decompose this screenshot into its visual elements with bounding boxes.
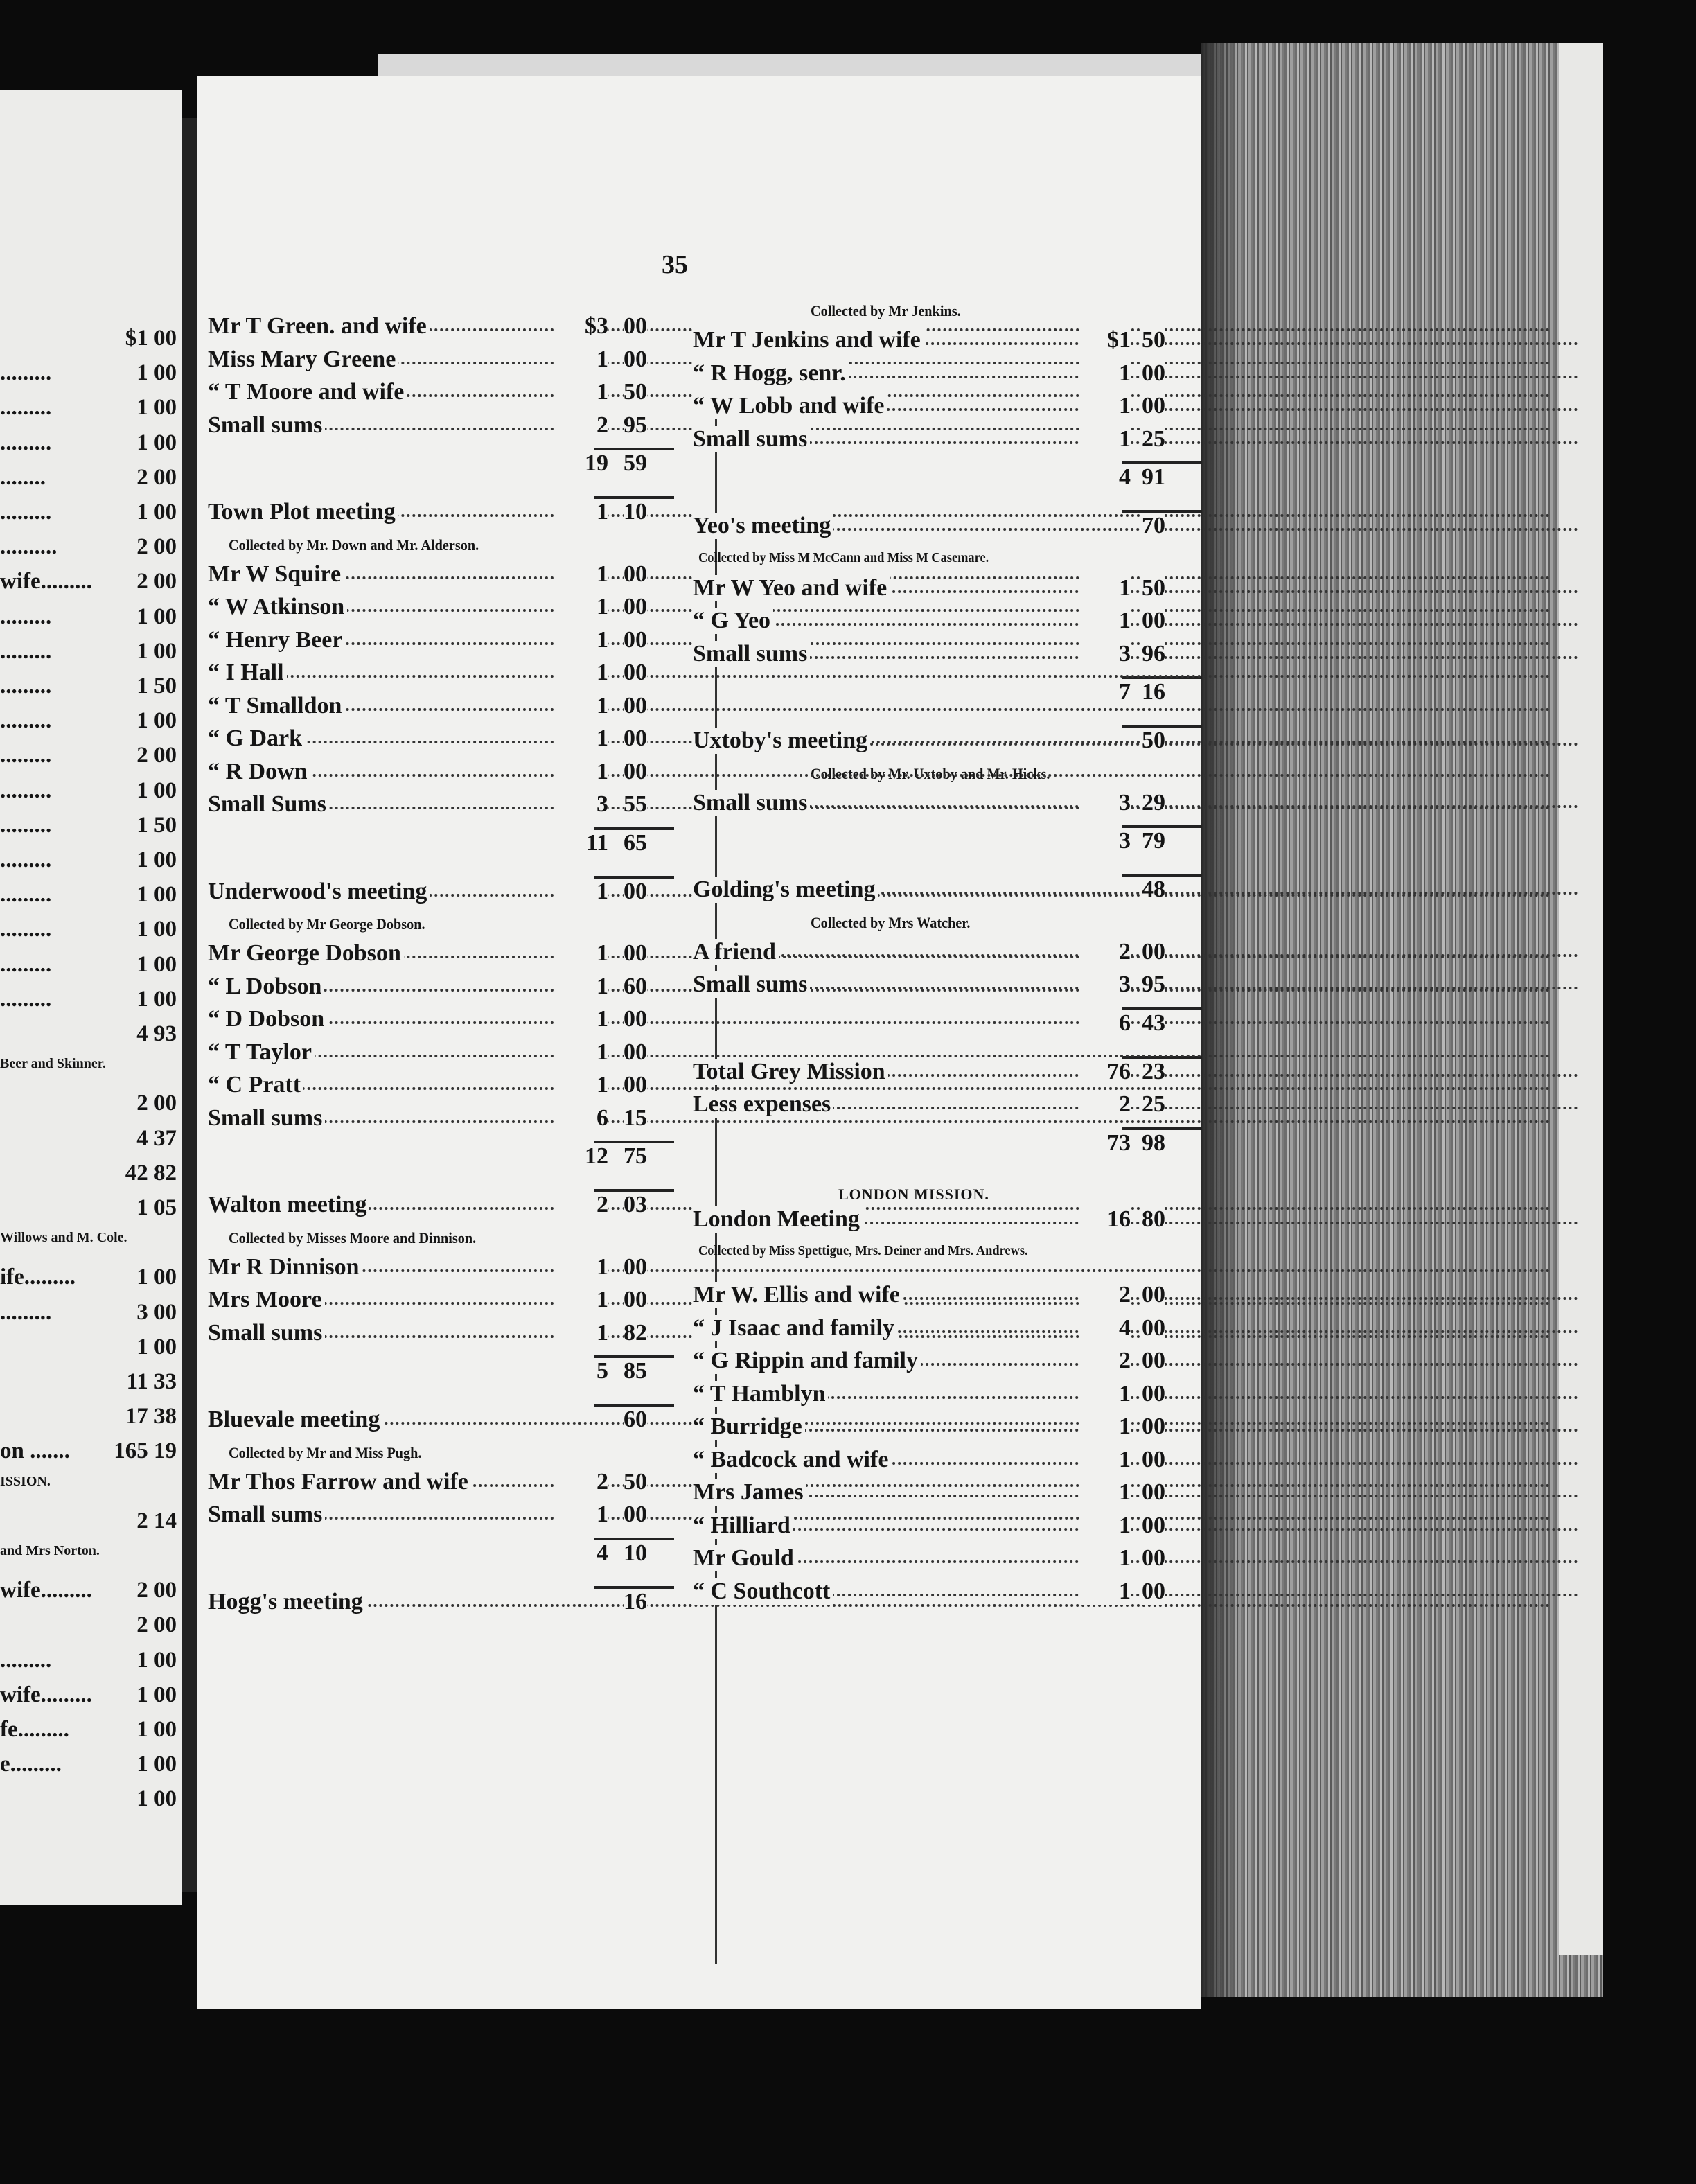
amount-cents: 65 <box>624 829 647 856</box>
left-page-amount: $1 00 <box>125 326 177 351</box>
entry-name: London Meeting <box>693 1206 863 1233</box>
dot-leader <box>208 642 1551 645</box>
amount-cents: 15 <box>624 1104 647 1131</box>
entry-name: Mr R Dinnison <box>208 1254 362 1280</box>
amount-cents: 96 <box>1142 640 1165 667</box>
amount-cents: 00 <box>1142 1282 1165 1307</box>
amount-cents: 80 <box>1142 1206 1165 1232</box>
entry-name: “ I Hall <box>208 660 287 686</box>
entry-name: Mr W. Ellis and wife <box>693 1282 903 1308</box>
left-page-desc: wife......... <box>0 569 92 595</box>
left-page-amount: 4 93 <box>136 1021 177 1046</box>
left-page-row <box>0 1786 177 1817</box>
entry-name: Small sums <box>208 1105 325 1131</box>
entry-name: Underwood's meeting <box>208 879 430 905</box>
left-page-amount: 2 00 <box>136 569 177 595</box>
dot-leader <box>208 774 1551 777</box>
amount-dollars: 2 <box>1081 939 1131 965</box>
amount-cents: 00 <box>1142 938 1165 965</box>
amount-dollars: 1 <box>554 1287 608 1313</box>
ledger-entry <box>0 1254 1696 1285</box>
subtotal-row <box>0 1130 1696 1161</box>
left-page-desc: e......... <box>0 1752 62 1777</box>
left-page-amount: 1 00 <box>136 604 177 629</box>
left-page-desc: ......... <box>0 812 52 838</box>
left-page-amount: 1 00 <box>136 708 177 734</box>
amount-cents: 60 <box>624 973 647 999</box>
entry-name: “ T Taylor <box>208 1039 315 1066</box>
amount-dollars: 76 <box>1081 1059 1131 1085</box>
left-page-desc: ......... <box>0 638 52 664</box>
left-page-desc: wife......... <box>0 1578 92 1603</box>
left-page-desc: on ....... <box>0 1438 70 1464</box>
amount-dollars: $3 <box>554 313 608 340</box>
left-page-amount: 1 00 <box>136 500 177 525</box>
left-page-amount: 1 00 <box>136 917 177 942</box>
section-heading: LONDON MISSION. <box>838 1185 989 1203</box>
left-page-desc: Willows and M. Cole. <box>0 1230 127 1246</box>
left-page-amount: 2 00 <box>136 743 177 768</box>
amount-cents: 82 <box>624 1319 647 1346</box>
left-page-desc: ife......... <box>0 1265 76 1290</box>
dot-leader <box>208 1120 1551 1123</box>
amount-cents: 85 <box>624 1358 647 1384</box>
amount-cents: 00 <box>1142 1512 1165 1538</box>
left-page-amount: 17 38 <box>125 1404 177 1429</box>
amount-dollars: 1 <box>554 693 608 719</box>
entry-name: Mr T Jenkins and wife <box>693 327 924 353</box>
amount-dollars: 3 <box>554 791 608 818</box>
left-page-amount: 1 00 <box>136 1647 177 1673</box>
left-page-desc: ......... <box>0 395 52 421</box>
amount-dollars: 1 <box>554 879 608 905</box>
left-page-desc: fe......... <box>0 1717 69 1742</box>
left-page-row <box>0 1752 177 1782</box>
amount-dollars: 1 <box>1081 1578 1131 1605</box>
left-page-amount: 1 00 <box>136 1717 177 1742</box>
amount-dollars: 2 <box>554 1192 608 1218</box>
left-page-amount: 11 33 <box>126 1369 177 1394</box>
amount-cents: 50 <box>624 1468 647 1495</box>
entry-name: “ G Dark <box>208 725 305 752</box>
left-page-amount: 1 00 <box>136 638 177 664</box>
amount-dollars: 1 <box>1081 1414 1131 1440</box>
amount-dollars: 6 <box>1081 1010 1131 1037</box>
dot-leader <box>208 428 1551 430</box>
amount-cents: 00 <box>1142 1446 1165 1472</box>
dot-leader <box>208 675 1551 678</box>
entry-name: Mr W Yeo and wife <box>693 575 890 601</box>
collector-note: Collected by Misses Moore and Dinnison. <box>229 1228 477 1247</box>
entry-name: Total Grey Mission <box>693 1059 888 1085</box>
amount-cents: 98 <box>1142 1129 1165 1156</box>
dot-leader <box>208 1517 1551 1520</box>
amount-dollars: 5 <box>554 1358 608 1384</box>
collector-note: Collected by Mrs Watcher. <box>811 913 971 931</box>
amount-dollars: 1 <box>554 379 608 405</box>
amount-cents: 00 <box>624 1072 647 1098</box>
entry-name: “ Henry Beer <box>208 627 346 653</box>
amount-dollars: 4 <box>554 1540 608 1567</box>
left-page-amount: 1 05 <box>136 1195 177 1220</box>
left-page-desc: ......... <box>0 882 52 908</box>
entry-name: Yeo's meeting <box>693 513 833 539</box>
left-page-amount: 1 00 <box>136 951 177 977</box>
entry-name: “ D Dobson <box>208 1006 327 1032</box>
collector-note: Collected by Mr and Miss Pugh. <box>229 1443 422 1461</box>
entry-name: “ J Isaac and family <box>693 1315 897 1341</box>
entry-name: Walton meeting <box>208 1192 369 1218</box>
dot-leader <box>693 1560 1578 1563</box>
amount-dollars: 73 <box>1081 1130 1131 1156</box>
amount-cents: 50 <box>624 379 647 405</box>
dot-leader <box>208 1422 1551 1425</box>
amount-cents: 00 <box>624 1502 647 1527</box>
entry-name: Small sums <box>693 971 810 998</box>
left-page-amount: 1 00 <box>136 1752 177 1777</box>
amount-dollars: 12 <box>554 1143 608 1170</box>
left-page-desc: ......... <box>0 917 52 942</box>
entry-name: Town Plot meeting <box>208 499 398 525</box>
subtotal-row <box>0 464 1696 495</box>
dot-leader <box>208 708 1551 711</box>
amount-dollars: 1 <box>554 594 608 620</box>
collector-note: Collected by Miss Spettigue, Mrs. Deiner and Mrs. Andrews. <box>698 1243 1028 1258</box>
amount-cents: 91 <box>1142 464 1165 490</box>
entry-name: Uxtoby's meeting <box>693 728 870 754</box>
amount-dollars: 1 <box>554 1006 608 1032</box>
amount-cents: 25 <box>1142 425 1165 452</box>
amount-cents: 95 <box>1142 971 1165 997</box>
amount-dollars: 1 <box>554 974 608 1000</box>
amount-cents: 00 <box>624 758 647 784</box>
amount-cents: 03 <box>624 1192 647 1217</box>
amount-dollars: 1 <box>554 1502 608 1528</box>
amount-cents: 00 <box>624 626 647 653</box>
left-page-desc: Beer and Skinner. <box>0 1056 106 1072</box>
amount-dollars: 2 <box>1081 1282 1131 1308</box>
collector-note: Collected by Mr. Down and Mr. Alderson. <box>229 536 479 554</box>
entry-name: Small sums <box>693 641 810 667</box>
entry-name: “ G Rippin and family <box>693 1348 921 1374</box>
left-page-amount: 1 00 <box>136 395 177 421</box>
amount-dollars: 1 <box>1081 575 1131 601</box>
collector-note: Collected by Mr. Uxtoby and Mr. Hicks. <box>811 764 1050 782</box>
left-page-row <box>0 1717 177 1747</box>
amount-cents: 00 <box>624 561 647 587</box>
amount-dollars: 1 <box>554 660 608 686</box>
amount-cents: 00 <box>1142 1348 1165 1373</box>
amount-dollars: 1 <box>1081 608 1131 634</box>
amount-cents: 00 <box>1142 608 1165 633</box>
amount-cents: 00 <box>624 1287 647 1312</box>
left-page-desc: wife......... <box>0 1682 92 1707</box>
dot-leader <box>693 954 1578 957</box>
left-page-desc: ......... <box>0 951 52 977</box>
amount-dollars: 3 <box>1081 790 1131 816</box>
entry-name: Mr W Squire <box>208 561 344 588</box>
left-page-amount: 2 00 <box>136 464 177 490</box>
left-page-amount: 1 00 <box>136 1682 177 1707</box>
ledger-entry <box>0 1545 1696 1576</box>
amount-dollars: 1 <box>1081 1479 1131 1506</box>
dot-leader <box>208 1604 1551 1607</box>
amount-cents: 00 <box>624 313 647 339</box>
entry-name: “ W Atkinson <box>208 594 347 620</box>
left-page-amount: 1 00 <box>136 1786 177 1812</box>
dot-leader <box>208 514 1551 517</box>
amount-cents: 10 <box>624 499 647 525</box>
left-page-amount: 1 00 <box>136 777 177 803</box>
left-page-row <box>0 1648 177 1678</box>
entry-name: Mr T Green. and wife <box>208 313 430 340</box>
amount-dollars: 1 <box>554 561 608 588</box>
entry-name: Less expenses <box>693 1091 833 1118</box>
entry-name: Miss Mary Greene <box>208 346 398 373</box>
left-page-desc: ISSION. <box>0 1473 51 1489</box>
entry-name: Golding's meeting <box>693 877 878 903</box>
left-page-desc: ......... <box>0 673 52 698</box>
left-page-amount: 1 00 <box>136 430 177 455</box>
left-page-desc: .......... <box>0 534 58 560</box>
amount-dollars: 2 <box>1081 1091 1131 1118</box>
amount-dollars: 3 <box>1081 828 1131 854</box>
left-page-amount: 2 00 <box>136 1578 177 1603</box>
left-page-amount: 2 00 <box>136 534 177 560</box>
entry-name: Small sums <box>208 412 325 439</box>
left-page-desc: ......... <box>0 604 52 629</box>
left-page-desc: ......... <box>0 847 52 872</box>
entry-name: “ Hilliard <box>693 1513 793 1539</box>
left-page-amount: 1 50 <box>136 812 177 838</box>
subtotal-row <box>0 828 1696 858</box>
left-page-desc: ......... <box>0 1647 52 1673</box>
left-page-desc: and Mrs Norton. <box>0 1543 100 1558</box>
dot-leader <box>693 441 1578 444</box>
amount-cents: 60 <box>624 1407 647 1432</box>
amount-cents: 00 <box>624 1039 647 1065</box>
amount-cents: 25 <box>1142 1091 1165 1117</box>
amount-cents: 16 <box>624 1588 647 1614</box>
left-page-desc: ......... <box>0 500 52 525</box>
amount-dollars: 1 <box>1081 1381 1131 1407</box>
amount-cents: 55 <box>624 791 647 817</box>
amount-dollars: 1 <box>1081 1513 1131 1539</box>
amount-dollars: 11 <box>554 830 608 856</box>
left-page-amount: 1 50 <box>136 673 177 698</box>
amount-cents: 10 <box>624 1540 647 1566</box>
amount-dollars: 3 <box>1081 971 1131 998</box>
dot-leader <box>693 1528 1578 1531</box>
amount-cents: 23 <box>1142 1058 1165 1084</box>
left-page-amount: 165 19 <box>114 1438 177 1464</box>
entry-name: Mrs James <box>693 1479 806 1506</box>
dot-leader <box>208 1021 1551 1024</box>
amount-dollars: 1 <box>554 759 608 785</box>
amount-cents: 00 <box>624 660 647 685</box>
amount-cents: 95 <box>624 412 647 438</box>
dot-leader <box>693 987 1578 989</box>
left-page-amount: 1 00 <box>136 360 177 386</box>
amount-dollars: 1 <box>554 1072 608 1098</box>
entry-name: A friend <box>693 939 779 965</box>
collector-note: Collected by Mr George Dobson. <box>229 915 425 933</box>
amount-cents: 00 <box>624 725 647 751</box>
left-page-row <box>0 1682 177 1713</box>
amount-cents: 00 <box>1142 393 1165 419</box>
amount-cents: 00 <box>624 878 647 904</box>
amount-cents: 00 <box>624 1253 647 1280</box>
left-page-amount: 3 00 <box>136 1299 177 1325</box>
amount-dollars: 2 <box>554 1469 608 1495</box>
amount-cents: 00 <box>1142 1578 1165 1604</box>
left-page-amount: 1 00 <box>136 986 177 1012</box>
entry-name: “ T Moore and wife <box>208 379 407 405</box>
collector-note: Collected by Mr Jenkins. <box>811 302 961 319</box>
amount-dollars: 1 <box>1081 393 1131 419</box>
amount-cents: 00 <box>624 346 647 372</box>
left-page-desc: ......... <box>0 777 52 803</box>
entry-name: Small sums <box>208 1502 325 1528</box>
amount-cents: 43 <box>1142 1010 1165 1036</box>
left-page-amount: 4 37 <box>136 1125 177 1151</box>
ledger-entry <box>0 1348 1696 1378</box>
dot-leader <box>208 362 1551 364</box>
amount-dollars: 1 <box>1081 1447 1131 1473</box>
entry-name: Mr Gould <box>693 1545 797 1571</box>
amount-dollars: 1 <box>554 1320 608 1346</box>
amount-dollars: 2 <box>554 412 608 439</box>
left-page-amount: 1 00 <box>136 1334 177 1359</box>
amount-dollars: 7 <box>1081 679 1131 705</box>
entry-name: “ G Yeo <box>693 608 773 634</box>
left-page-desc: ........ <box>0 464 46 490</box>
entry-name: “ L Dobson <box>208 974 324 1000</box>
amount-cents: 48 <box>1142 877 1165 902</box>
dot-leader <box>693 805 1578 808</box>
amount-dollars: 1 <box>554 499 608 525</box>
entry-name: “ Badcock and wife <box>693 1447 891 1473</box>
amount-cents: 00 <box>624 1006 647 1032</box>
amount-cents: 59 <box>624 450 647 476</box>
amount-cents: 00 <box>1142 1479 1165 1505</box>
amount-dollars: 1 <box>554 1254 608 1280</box>
entry-name: “ C Pratt <box>208 1072 303 1098</box>
amount-dollars: 3 <box>1081 641 1131 667</box>
amount-dollars: 1 <box>554 940 608 967</box>
left-page-amount: 42 82 <box>125 1160 177 1186</box>
left-page-desc: ......... <box>0 360 52 386</box>
amount-dollars: 1 <box>554 346 608 373</box>
amount-cents: 00 <box>624 692 647 719</box>
dot-leader <box>208 1269 1551 1272</box>
entry-name: Small Sums <box>208 791 329 818</box>
dot-leader <box>208 1087 1551 1090</box>
entry-name: Mr Thos Farrow and wife <box>208 1469 471 1495</box>
amount-dollars: 1 <box>554 627 608 653</box>
entry-name: “ R Down <box>208 759 310 785</box>
entry-name: Small sums <box>693 426 810 452</box>
amount-cents: 79 <box>1142 828 1165 854</box>
amount-cents: 00 <box>1142 1380 1165 1407</box>
entry-name: “ T Smalldon <box>208 693 344 719</box>
amount-dollars: 4 <box>1081 464 1131 491</box>
entry-name: Bluevale meeting <box>208 1407 382 1433</box>
left-page-desc: ......... <box>0 708 52 734</box>
dot-leader <box>693 656 1578 659</box>
amount-cents: 50 <box>1142 327 1165 353</box>
amount-cents: 00 <box>624 940 647 966</box>
amount-dollars: 2 <box>1081 1348 1131 1374</box>
entry-name: Mrs Moore <box>208 1287 325 1313</box>
amount-dollars: 1 <box>554 725 608 752</box>
left-page-amount: 1 00 <box>136 882 177 908</box>
dot-leader <box>208 1207 1551 1210</box>
amount-cents: 00 <box>1142 1414 1165 1439</box>
entry-name: “ Burridge <box>693 1414 805 1440</box>
amount-cents: 29 <box>1142 789 1165 816</box>
amount-cents: 50 <box>1142 574 1165 601</box>
amount-cents: 00 <box>1142 1545 1165 1571</box>
left-page-amount: 2 14 <box>136 1508 177 1533</box>
entry-name: “ C Southcott <box>693 1578 833 1605</box>
dot-leader <box>693 1429 1578 1432</box>
entry-name: “ T Hamblyn <box>693 1381 828 1407</box>
page-number: 35 <box>662 250 688 279</box>
left-page-amount: 2 00 <box>136 1612 177 1638</box>
left-page-desc: ......... <box>0 1299 52 1325</box>
amount-cents: 50 <box>1142 728 1165 753</box>
entry-name: “ W Lobb and wife <box>693 393 887 419</box>
dot-leader <box>208 609 1551 612</box>
collector-note: Collected by Miss M McCann and Miss M Casemare. <box>698 549 989 565</box>
dot-leader <box>693 1495 1578 1497</box>
amount-dollars: 1 <box>1081 360 1131 387</box>
entry-name: Small sums <box>693 790 810 816</box>
left-page-desc: ......... <box>0 986 52 1012</box>
left-page-amount: 1 00 <box>136 1265 177 1290</box>
amount-cents: 00 <box>1142 1314 1165 1341</box>
amount-dollars: 1 <box>1081 1545 1131 1571</box>
amount-cents: 00 <box>624 594 647 619</box>
amount-dollars: 1 <box>1081 426 1131 452</box>
amount-cents: 75 <box>624 1143 647 1169</box>
left-page-desc: ......... <box>0 430 52 455</box>
entry-name: Hogg's meeting <box>208 1589 366 1615</box>
amount-dollars: 19 <box>554 450 608 477</box>
amount-dollars: 4 <box>1081 1315 1131 1341</box>
amount-dollars: $1 <box>1081 327 1131 353</box>
amount-dollars: 1 <box>554 1039 608 1066</box>
ledger-entry <box>0 759 1696 789</box>
amount-dollars: 16 <box>1081 1206 1131 1233</box>
amount-cents: 00 <box>1142 360 1165 386</box>
dot-leader <box>693 623 1578 626</box>
entry-name: Mr George Dobson <box>208 940 404 967</box>
amount-cents: 70 <box>1142 513 1165 538</box>
left-page-desc: ......... <box>0 743 52 768</box>
left-page-amount: 1 00 <box>136 847 177 872</box>
amount-dollars: 6 <box>554 1105 608 1131</box>
amount-cents: 16 <box>1142 679 1165 705</box>
dot-leader <box>208 1055 1551 1057</box>
entry-name: Small sums <box>208 1320 325 1346</box>
entry-name: “ R Hogg, senr. <box>693 360 849 387</box>
left-page-amount: 2 00 <box>136 1091 177 1116</box>
